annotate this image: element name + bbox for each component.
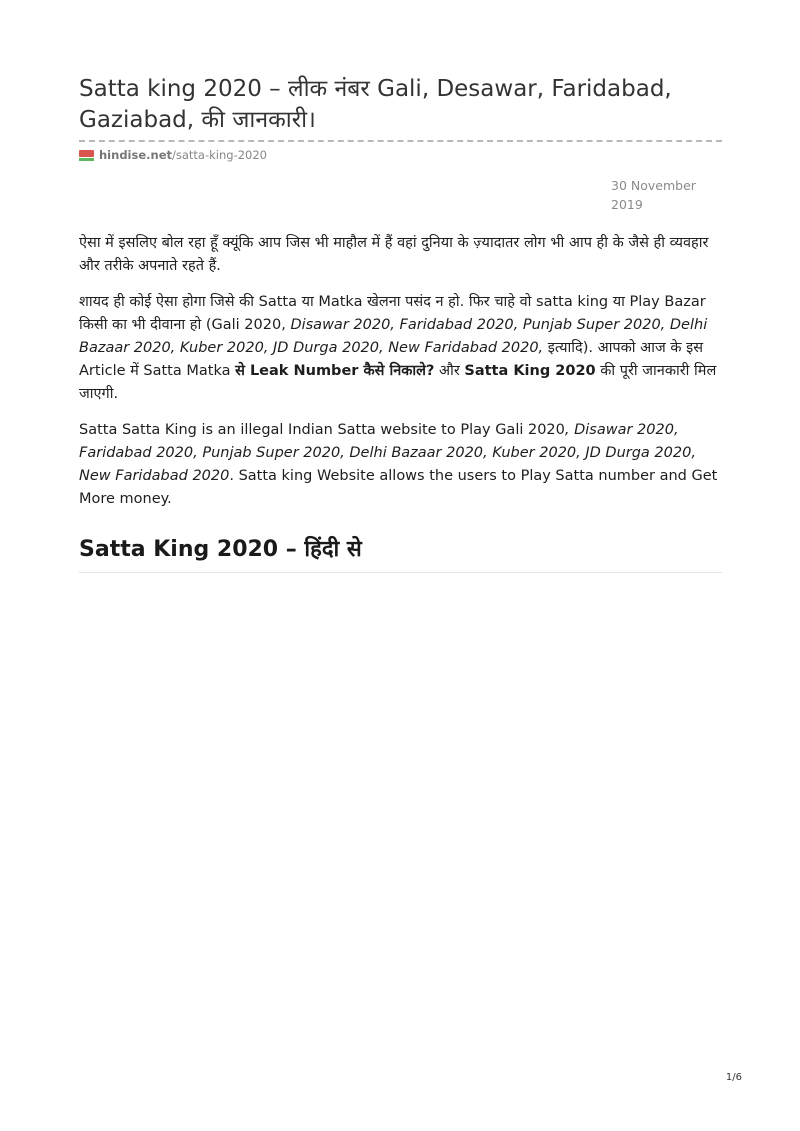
source-line [79,148,722,162]
source-link[interactable] [99,148,267,162]
paragraph-2-text-a: शायद ही कोई ऐसा होगा जिसे की Satta या Matka खेलना पसंद न हो. फिर चाहे वो satta king या Play Bazar किसी का भी दीवाना हो (Gali 2020, [79,294,706,333]
paragraph-3 [79,419,722,511]
article-title: Satta king 2020 – लीक नंबर Gali, Desawar, Faridabad, Gaziabad, की जानकारी। [79,74,722,142]
paragraph-3-text-b: . Satta king Website allows the users to Play Satta number and Get More money. [79,468,718,507]
paragraph-1: ऐसा में इसलिए बोल रहा हूँ क्यूंकि आप जिस भी माहौल में हैं वहां दुनिया के ज़्यादातर लोग भी आप ही के जैसे ही व्यवहार और तरीके अपनाते रहते हैं. [79,235,709,274]
paragraph-2-italic-list: Disawar 2020, Faridabad 2020, Punjab Super 2020, Delhi Bazaar 2020, Kuber 2020, JD Durga 2020, New Faridabad 2020, [79,317,708,356]
paragraph-2-text-b: इत्यादि). आपको आज के इस Article में Satta Matka [79,340,704,379]
section-heading: Satta King 2020 – हिंदी से [79,535,722,573]
page-number: 1/6 [725,1072,742,1083]
paragraph-2-text-d: की पूरी जानकारी मिल जाएगी. [79,363,717,402]
paragraph-2-bold-satta-king: Satta King 2020 [464,363,596,379]
paragraph-3-italic-list: , Disawar 2020, Faridabad 2020, Punjab Super 2020, Delhi Bazaar 2020, Kuber 2020, JD Durga 2020, New Faridabad 2020 [79,422,696,484]
source-domain: hindise.net [99,148,172,162]
paragraph-2-text-c: और [434,363,465,379]
paragraph-2-bold-leak: से Leak Number कैसे निकाले? [235,363,435,379]
source-path: /satta-king-2020 [172,148,267,162]
publish-date-year: 2019 [611,197,643,212]
site-favicon-icon [79,150,94,161]
publish-date [611,176,711,214]
article-page [79,74,722,573]
paragraph-3-text-a: Satta Satta King is an illegal Indian Satta website to Play Gali 2020 [79,422,565,438]
paragraph-2 [79,291,722,406]
publish-date-day-month: 30 November [611,178,696,193]
